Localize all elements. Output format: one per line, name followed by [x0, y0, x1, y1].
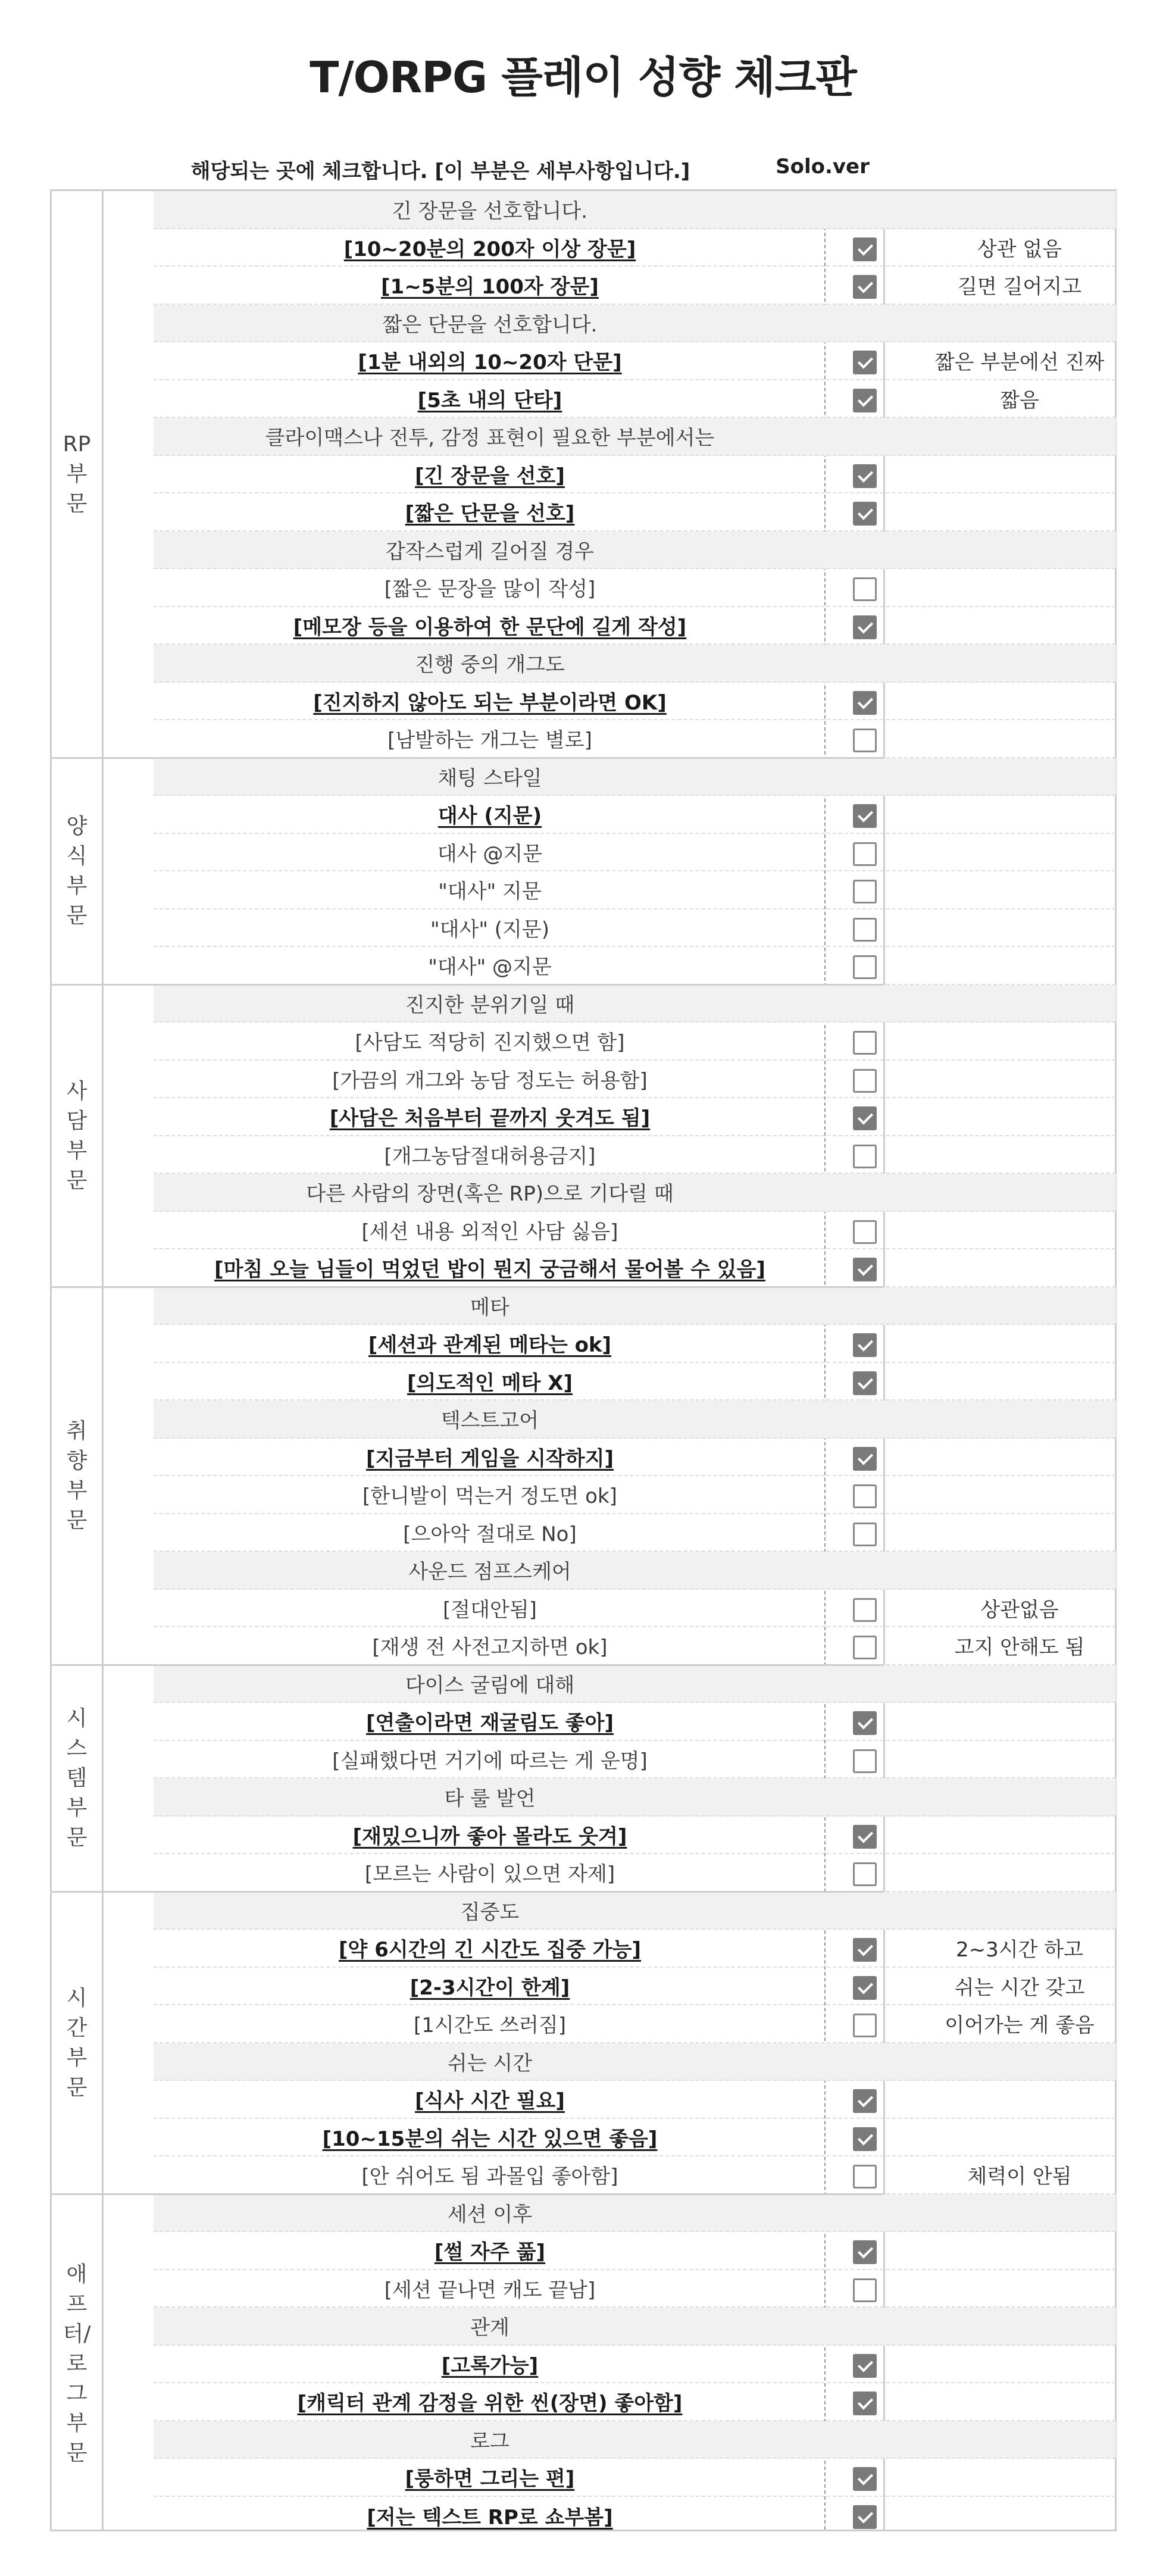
option-row[interactable] [154, 1741, 1116, 1779]
option-row[interactable] [154, 1854, 1116, 1892]
checked-checkbox[interactable] [853, 351, 877, 374]
category-row [154, 1400, 1116, 1439]
option-label: [약 6시간의 긴 시간도 집중 가능] [338, 1938, 642, 1962]
empty-checkbox[interactable] [853, 2278, 877, 2302]
category-row [154, 532, 1116, 570]
empty-checkbox[interactable] [853, 1523, 877, 1546]
section-label-text: 애프터/로그부문 [62, 2262, 91, 2466]
option-label: 대사 @지문 [437, 842, 543, 866]
category-label: 사운드 점프스케어 [408, 1560, 571, 1584]
option-row[interactable] [154, 1514, 1116, 1552]
option-label: [저는 텍스트 RP로 쇼부봄] [367, 2505, 613, 2530]
checklist-table [50, 189, 1117, 2531]
option-label: "대사" 지문 [438, 880, 542, 904]
option-label: [사담은 처음부터 끝까지 웃겨도 됨] [329, 1106, 651, 1131]
option-label: [1분 내외의 10~20자 단문] [358, 351, 622, 375]
checked-checkbox[interactable] [853, 2467, 877, 2491]
solo-note: 길면 길어지고 [958, 275, 1081, 299]
option-row[interactable] [154, 569, 1116, 607]
category-label: 채팅 스타일 [437, 766, 542, 790]
option-label: [짧은 문장을 많이 작성] [384, 577, 596, 602]
option-label: [진지하지 않아도 되는 부분이라면 OK] [313, 690, 667, 715]
option-row[interactable] [154, 1930, 1116, 1968]
category-label: 텍스트고어 [440, 1409, 539, 1433]
section-label-text: 시간부문 [66, 1986, 87, 2100]
option-row[interactable] [154, 1212, 1116, 1250]
option-row[interactable] [154, 1061, 1116, 1099]
option-label: [1~5분의 100자 장문] [381, 275, 599, 299]
category-row [154, 645, 1116, 683]
option-row[interactable] [154, 2156, 1116, 2194]
empty-checkbox[interactable] [853, 1145, 877, 1168]
empty-checkbox[interactable] [853, 1220, 877, 1244]
section-separator [52, 1891, 883, 1893]
section-label-text: 사담부문 [66, 1078, 87, 1193]
category-label: 진지한 분위기일 때 [405, 993, 575, 1017]
checked-checkbox[interactable] [853, 804, 877, 828]
option-label: [지금부터 게임을 시작하지] [365, 1446, 614, 1471]
option-row[interactable] [154, 834, 1116, 872]
section-separator [52, 984, 883, 986]
option-row[interactable] [154, 1363, 1116, 1401]
option-row[interactable] [154, 493, 1116, 532]
section-label-text: 취향부문 [66, 1419, 87, 1533]
option-row[interactable] [154, 2119, 1116, 2157]
solo-note: 고지 안해도 됨 [954, 1636, 1085, 1660]
empty-checkbox[interactable] [853, 1069, 877, 1093]
empty-checkbox[interactable] [853, 918, 877, 942]
option-row[interactable] [154, 1817, 1116, 1855]
section-label [52, 985, 102, 1287]
option-label: [절대안됨] [443, 1598, 537, 1622]
category-row [154, 1174, 1116, 1212]
category-label: 타 룰 발언 [444, 1787, 536, 1811]
section-divider-line [102, 191, 104, 2530]
category-label: 클라이맥스나 전투, 감정 표현이 필요한 부분에서는 [265, 426, 715, 451]
option-label: [룽하면 그리는 편] [405, 2467, 575, 2491]
category-row [154, 2308, 1116, 2346]
category-row [154, 305, 1116, 343]
option-row[interactable] [154, 1249, 1116, 1287]
option-label: [재생 전 사전고지하면 ok] [372, 1636, 608, 1660]
option-row[interactable] [154, 2497, 1116, 2535]
section-separator [52, 1286, 883, 1288]
category-label: 로그 [470, 2429, 509, 2453]
option-label: [의도적인 메타 X] [407, 1371, 573, 1395]
category-row [154, 1778, 1116, 1817]
empty-checkbox[interactable] [853, 1749, 877, 1773]
empty-checkbox[interactable] [853, 2014, 877, 2037]
checked-checkbox[interactable] [853, 1938, 877, 1962]
option-row[interactable] [154, 796, 1116, 834]
option-row[interactable] [154, 1968, 1116, 2006]
checked-checkbox[interactable] [853, 2505, 877, 2529]
option-row[interactable] [154, 2005, 1116, 2043]
empty-checkbox[interactable] [853, 1862, 877, 1886]
category-label: 다른 사람의 장면(혹은 RP)으로 기다릴 때 [306, 1182, 674, 1206]
category-label: 다이스 굴림에 대해 [405, 1673, 575, 1697]
checked-checkbox[interactable] [853, 1447, 877, 1471]
option-row[interactable] [154, 683, 1116, 721]
solo-note: 체력이 안됨 [967, 2165, 1072, 2189]
checked-checkbox[interactable] [853, 691, 877, 715]
option-row[interactable] [154, 2383, 1116, 2421]
instruction-header: 해당되는 곳에 체크합니다. [이 부분은 세부사항입니다.] [190, 160, 690, 183]
empty-checkbox[interactable] [853, 1484, 877, 1508]
option-row[interactable] [154, 1590, 1116, 1628]
category-row [154, 418, 1116, 456]
checked-checkbox[interactable] [853, 2354, 877, 2378]
option-label: "대사" (지문) [430, 917, 549, 942]
option-label: [으아악 절대로 No] [403, 1522, 577, 1546]
section-label-text: RP부문 [62, 432, 91, 517]
option-label: [1시간도 쓰러짐] [413, 2014, 567, 2038]
empty-checkbox[interactable] [853, 842, 877, 866]
option-row[interactable] [154, 947, 1116, 985]
category-row [154, 758, 1116, 796]
checked-checkbox[interactable] [853, 1976, 877, 2000]
option-label: [안 쉬어도 됨 과몰입 좋아함] [361, 2165, 618, 2189]
option-label: [모르는 사람이 있으면 자제] [364, 1862, 615, 1887]
solo-note: 짧은 부분에선 진짜 [934, 351, 1105, 375]
option-label: [5초 내의 단타] [417, 388, 562, 412]
option-row[interactable] [154, 229, 1116, 267]
option-label: [재밌으니까 좋아 몰라도 웃겨] [352, 1824, 627, 1849]
solo-note: 상관 없음 [977, 237, 1062, 261]
category-row [154, 2043, 1116, 2081]
empty-checkbox[interactable] [853, 1031, 877, 1055]
checked-checkbox[interactable] [853, 2391, 877, 2415]
category-row [154, 1665, 1116, 1703]
option-row[interactable] [154, 2346, 1116, 2384]
option-row[interactable] [154, 909, 1116, 948]
category-label: 진행 중의 개그도 [415, 653, 565, 677]
empty-checkbox[interactable] [853, 1636, 877, 1659]
checked-checkbox[interactable] [853, 464, 877, 488]
option-label: [남발하는 개그는 별로] [387, 729, 592, 753]
option-label: [캐릭터 관계 감정을 위한 씬(장면) 좋아함] [297, 2391, 683, 2416]
option-label: "대사" @지문 [428, 955, 552, 980]
section-label [52, 1287, 102, 1665]
empty-checkbox[interactable] [853, 880, 877, 904]
option-label: [짧은 단문을 선호] [405, 502, 575, 526]
empty-checkbox[interactable] [853, 729, 877, 752]
category-row [154, 1892, 1116, 1930]
option-label: [고록가능] [441, 2353, 539, 2378]
option-row[interactable] [154, 267, 1116, 305]
checked-checkbox[interactable] [853, 237, 877, 261]
section-separator [52, 757, 883, 759]
section-label-text: 양식부문 [66, 814, 87, 928]
section-label-text: 시스템부문 [66, 1706, 87, 1850]
section-separator [52, 2193, 883, 2195]
checked-checkbox[interactable] [853, 1371, 877, 1395]
option-row[interactable] [154, 1476, 1116, 1514]
option-label: [세션과 관계된 메타는 ok] [368, 1333, 612, 1358]
empty-checkbox[interactable] [853, 2165, 877, 2189]
option-row[interactable] [154, 871, 1116, 909]
option-label: [연출이라면 재굴림도 좋아] [365, 1711, 614, 1736]
option-label: [실패했다면 거기에 따르는 게 운명] [332, 1749, 648, 1773]
option-row[interactable] [154, 2270, 1116, 2308]
category-row [154, 2421, 1116, 2459]
checked-checkbox[interactable] [853, 389, 877, 412]
option-label: [한니발이 먹는거 정도면 ok] [362, 1484, 617, 1509]
checked-checkbox[interactable] [853, 502, 877, 526]
option-label: [2-3시간이 한계] [409, 1975, 570, 2000]
category-row [154, 1552, 1116, 1590]
section-separator [52, 1664, 883, 1666]
empty-checkbox[interactable] [853, 577, 877, 601]
checked-checkbox[interactable] [853, 2240, 877, 2264]
option-label: [세션 끝나면 캐도 끝남] [384, 2278, 596, 2302]
section-label [52, 1892, 102, 2194]
option-row[interactable] [154, 2459, 1116, 2497]
category-label: 갑작스럽게 길어질 경우 [385, 539, 595, 564]
solo-note: 상관없음 [980, 1598, 1059, 1622]
checked-checkbox[interactable] [853, 1333, 877, 1357]
option-label: [10~20분의 200자 이상 장문] [343, 237, 636, 261]
option-label: [썰 자주 풂] [434, 2240, 546, 2265]
solo-note: 쉬는 시간 갖고 [954, 1975, 1085, 2000]
option-row[interactable] [154, 1325, 1116, 1363]
empty-checkbox[interactable] [853, 1598, 877, 1622]
option-label: [식사 시간 필요] [415, 2089, 565, 2114]
option-label: [사담도 적당히 진지했으면 함] [355, 1031, 625, 1055]
category-label: 관계 [470, 2316, 509, 2340]
option-row[interactable] [154, 456, 1116, 494]
checked-checkbox[interactable] [853, 1258, 877, 1281]
page-title: T/ORPG 플레이 성향 체크판 [310, 52, 856, 102]
category-label: 쉬는 시간 [447, 2051, 533, 2075]
empty-checkbox[interactable] [853, 955, 877, 979]
category-row [154, 1287, 1116, 1325]
section-label [52, 758, 102, 985]
section-label [52, 191, 102, 758]
option-row[interactable] [154, 1098, 1116, 1136]
solo-note: 이어가는 게 좋음 [945, 2014, 1095, 2038]
option-row[interactable] [154, 2232, 1116, 2270]
section-label [52, 1665, 102, 1892]
option-row[interactable] [154, 720, 1116, 758]
category-label: 집중도 [460, 1900, 520, 1924]
option-row[interactable] [154, 1023, 1116, 1061]
checked-checkbox[interactable] [853, 1825, 877, 1849]
category-label: 짧은 단문을 선호합니다. [382, 312, 598, 337]
option-row[interactable] [154, 607, 1116, 645]
option-label: [가끔의 개그와 농담 정도는 허용함] [332, 1068, 648, 1093]
checked-checkbox[interactable] [853, 1106, 877, 1130]
section-label [52, 2194, 102, 2535]
category-label: 메타 [470, 1295, 509, 1320]
checked-checkbox[interactable] [853, 615, 877, 639]
category-row [154, 2194, 1116, 2233]
option-label: [마침 오늘 님들이 먹었던 밥이 뭔지 궁금해서 물어볼 수 있음] [214, 1258, 765, 1282]
option-row[interactable] [154, 1136, 1116, 1174]
option-label: [긴 장문을 선호] [415, 464, 565, 488]
checked-checkbox[interactable] [853, 2127, 877, 2151]
option-label: [10~15분의 쉬는 시간 있으면 좋음] [322, 2127, 658, 2151]
category-label: 세션 이후 [447, 2202, 533, 2227]
category-label: 긴 장문을 선호합니다. [392, 199, 588, 224]
option-row[interactable] [154, 1439, 1116, 1477]
option-label: [세션 내용 외적인 사담 싫음] [361, 1220, 618, 1244]
solo-note: 2~3시간 하고 [956, 1938, 1083, 1962]
checked-checkbox[interactable] [853, 2089, 877, 2113]
option-row[interactable] [154, 2081, 1116, 2119]
checked-checkbox[interactable] [853, 1711, 877, 1735]
checked-checkbox[interactable] [853, 275, 877, 299]
option-row[interactable] [154, 380, 1116, 418]
option-row[interactable] [154, 1627, 1116, 1665]
option-label: [메모장 등을 이용하여 한 문단에 길게 작성] [293, 615, 687, 639]
category-row [154, 191, 1116, 229]
option-row[interactable] [154, 1703, 1116, 1741]
option-row[interactable] [154, 342, 1116, 380]
option-label: 대사 (지문) [437, 804, 542, 829]
solo-note: 짧음 [1000, 388, 1039, 412]
solo-version-header: Solo.ver [776, 155, 870, 179]
option-label: [개그농담절대허용금지] [384, 1144, 596, 1168]
category-row [154, 985, 1116, 1023]
